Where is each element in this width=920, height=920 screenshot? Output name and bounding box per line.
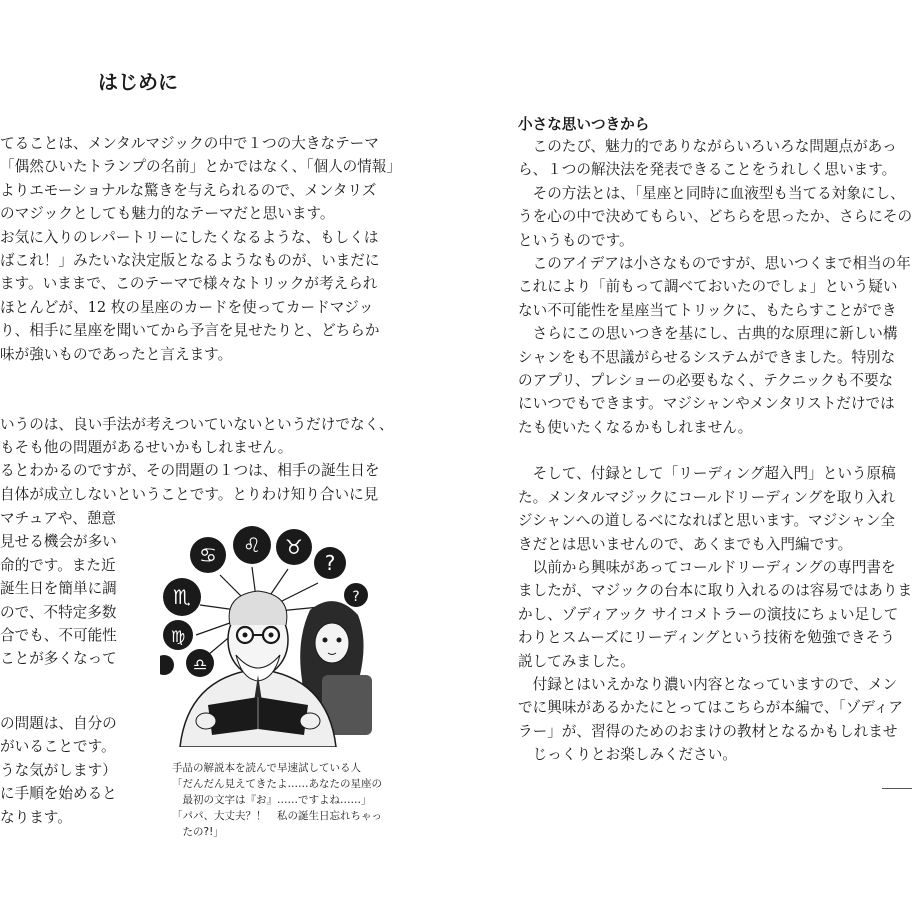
text-line: その方法とは、「星座と同時に血液型も当てる対象にし、 xyxy=(518,184,905,202)
text-line: 誕生日を簡単に調 xyxy=(0,580,117,598)
text-line: のアプリ、プレショーの必要もなく、テクニックも不要な xyxy=(518,371,894,389)
text-line: きだとは思いませんので、あくまでも入門編です。 xyxy=(518,535,853,553)
text-line: 「偶然ひいたトランプの名前」とかではなく、「個人の情報」 xyxy=(0,158,402,176)
text-line: かし、ゾディアック サイコメトラーの演技にちょい足して xyxy=(518,605,899,623)
section-heading: 小さな思いつきから xyxy=(518,116,650,133)
text-line: ばこれ！」みたいな決定版となるようなものが、いまだに xyxy=(0,251,380,269)
text-line: ラー」が、習得のためのおまけの教材となるかもしれませ xyxy=(518,722,898,740)
text-line: に手順を始めると xyxy=(0,785,117,803)
blank-line xyxy=(0,389,401,412)
text-line: ので、不特定多数 xyxy=(0,603,117,621)
text-line: ましたが、マジックの台本に取り入れるのは容易ではありま xyxy=(518,582,913,600)
text-line: このたび、魅力的でありながらいろいろな問題点があっ xyxy=(518,138,897,155)
zodiac-symbol: ♋ xyxy=(199,543,217,567)
text-line: わりとスムーズにリーディングという技術を勉強できそう xyxy=(518,629,895,647)
text-line: ジシャンへの道しるべになればと思います。マジシャン全 xyxy=(518,512,895,530)
text-line: ら、１つの解決法を発表できることをうれしく思います。 xyxy=(518,161,897,179)
text-line: というものです。 xyxy=(518,231,634,249)
blank-line xyxy=(518,439,912,462)
page-title: はじめに xyxy=(98,70,178,94)
text-line: の問題は、自分の xyxy=(0,715,117,732)
text-line: 命的です。また近 xyxy=(0,556,116,574)
zodiac-symbol: ♌ xyxy=(243,533,261,557)
text-line: たも使いたくなるかもしれません。 xyxy=(518,418,753,436)
text-line: 見せる機会が多い xyxy=(0,533,117,551)
text-line: お気に入りのレパートリーにしたくなるような、もしくは xyxy=(0,228,379,246)
zodiac-symbol: ♍ xyxy=(170,627,186,646)
caption-line: 「だんだん見えてきたよ……あなたの星座の xyxy=(172,778,382,790)
text-line: 味が強いものであったと言えます。 xyxy=(0,345,233,363)
text-line: うを心の中で決めてもらい、どちらを思ったか、さらにその xyxy=(518,208,913,226)
text-line: ほとんどが、12 枚の星座のカードを使ってカードマジッ xyxy=(0,298,374,316)
text-line: り、相手に星座を聞いてから予言を見せたりと、どちらか xyxy=(0,322,380,340)
text-line: ない不可能性を星座当てトリックに、もたらすことができ xyxy=(518,301,897,319)
divider xyxy=(882,788,912,789)
text-line: そして、付録として「リーディング超入門」という原稿 xyxy=(518,465,896,483)
question-mark-icon: ? xyxy=(352,589,360,605)
text-line: た。メンタルマジックにコールドリーディングを取り入れ xyxy=(518,488,896,506)
text-line: でに興味があるかたにとってはこちらが本編で、「ゾディア xyxy=(518,699,903,717)
text-line: てることは、メンタルマジックの中で１つの大きなテーマ xyxy=(0,135,379,152)
right-page xyxy=(460,0,920,920)
text-line: 説してみました。 xyxy=(518,652,635,670)
text-line: ことが多くなって xyxy=(0,650,117,668)
caption-line: たの?!」 xyxy=(172,826,224,838)
text-line: 付録とはいえかなり濃い内容となっていますので、メン xyxy=(518,675,898,693)
text-line: にいつでもできます。マジシャンやメンタリストだけでは xyxy=(518,395,895,413)
text-line: がいることです。 xyxy=(0,738,116,756)
text-line: じっくりとお楽しみください。 xyxy=(518,746,737,764)
text-line: 自体が成立しないということです。とりわけ知り合いに見 xyxy=(0,485,379,503)
text-line: うな気がします） xyxy=(0,761,117,779)
text-line: シャンをも不思議がらせるシステムができました。特別な xyxy=(518,348,896,366)
section-text xyxy=(518,135,912,767)
text-line: 以前から興味があってコールドリーディングの専門書を xyxy=(518,559,896,577)
wrap-text xyxy=(0,507,117,671)
text-line: このアイデアは小さなものですが、思いつくまで相当の年 xyxy=(518,254,911,272)
text-line: よりエモーショナルな驚きを与えられるので、メンタリズ xyxy=(0,181,377,199)
text-line: さらにこの思いつきを基にし、古典的な原理に新しい構 xyxy=(518,325,898,343)
question-mark-icon: ? xyxy=(324,551,336,575)
bottom-text xyxy=(0,712,117,829)
text-line: もそも他の問題があるせいかもしれません。 xyxy=(0,439,293,457)
zodiac-symbol: ♏ xyxy=(173,585,191,609)
zodiac-symbol: ♉ xyxy=(285,535,303,559)
text-line: ます。いままで、このテーマで様々なトリックが考えられ xyxy=(0,275,378,293)
caption-line: 最初の文字は『お』……ですよね……」 xyxy=(172,794,372,806)
text-line: のマジックとしても魅力的なテーマだと思います。 xyxy=(0,205,335,223)
text-line: マチュアや、憩意 xyxy=(0,510,117,527)
illustration-caption xyxy=(172,760,382,840)
blank-line xyxy=(0,366,401,389)
zodiac-symbol: ♎ xyxy=(192,655,208,674)
intro-text xyxy=(0,132,401,506)
text-line: 合でも、不可能性 xyxy=(0,626,117,644)
caption-line: 「パパ、大丈夫？！ 私の誕生日忘れちゃっ xyxy=(172,810,382,822)
caption-line: 手品の解説本を読んで早速試している人 xyxy=(172,762,361,774)
text-line: これにより「前もって調べておいたのでしょ」という疑い xyxy=(518,278,898,296)
illustration xyxy=(160,525,392,747)
text-line: なります。 xyxy=(0,808,72,826)
text-line: いうのは、良い手法が考えついていないというだけでなく、 xyxy=(0,415,394,433)
text-line: るとわかるのですが、その問題の１つは、相手の誕生日を xyxy=(0,462,380,480)
